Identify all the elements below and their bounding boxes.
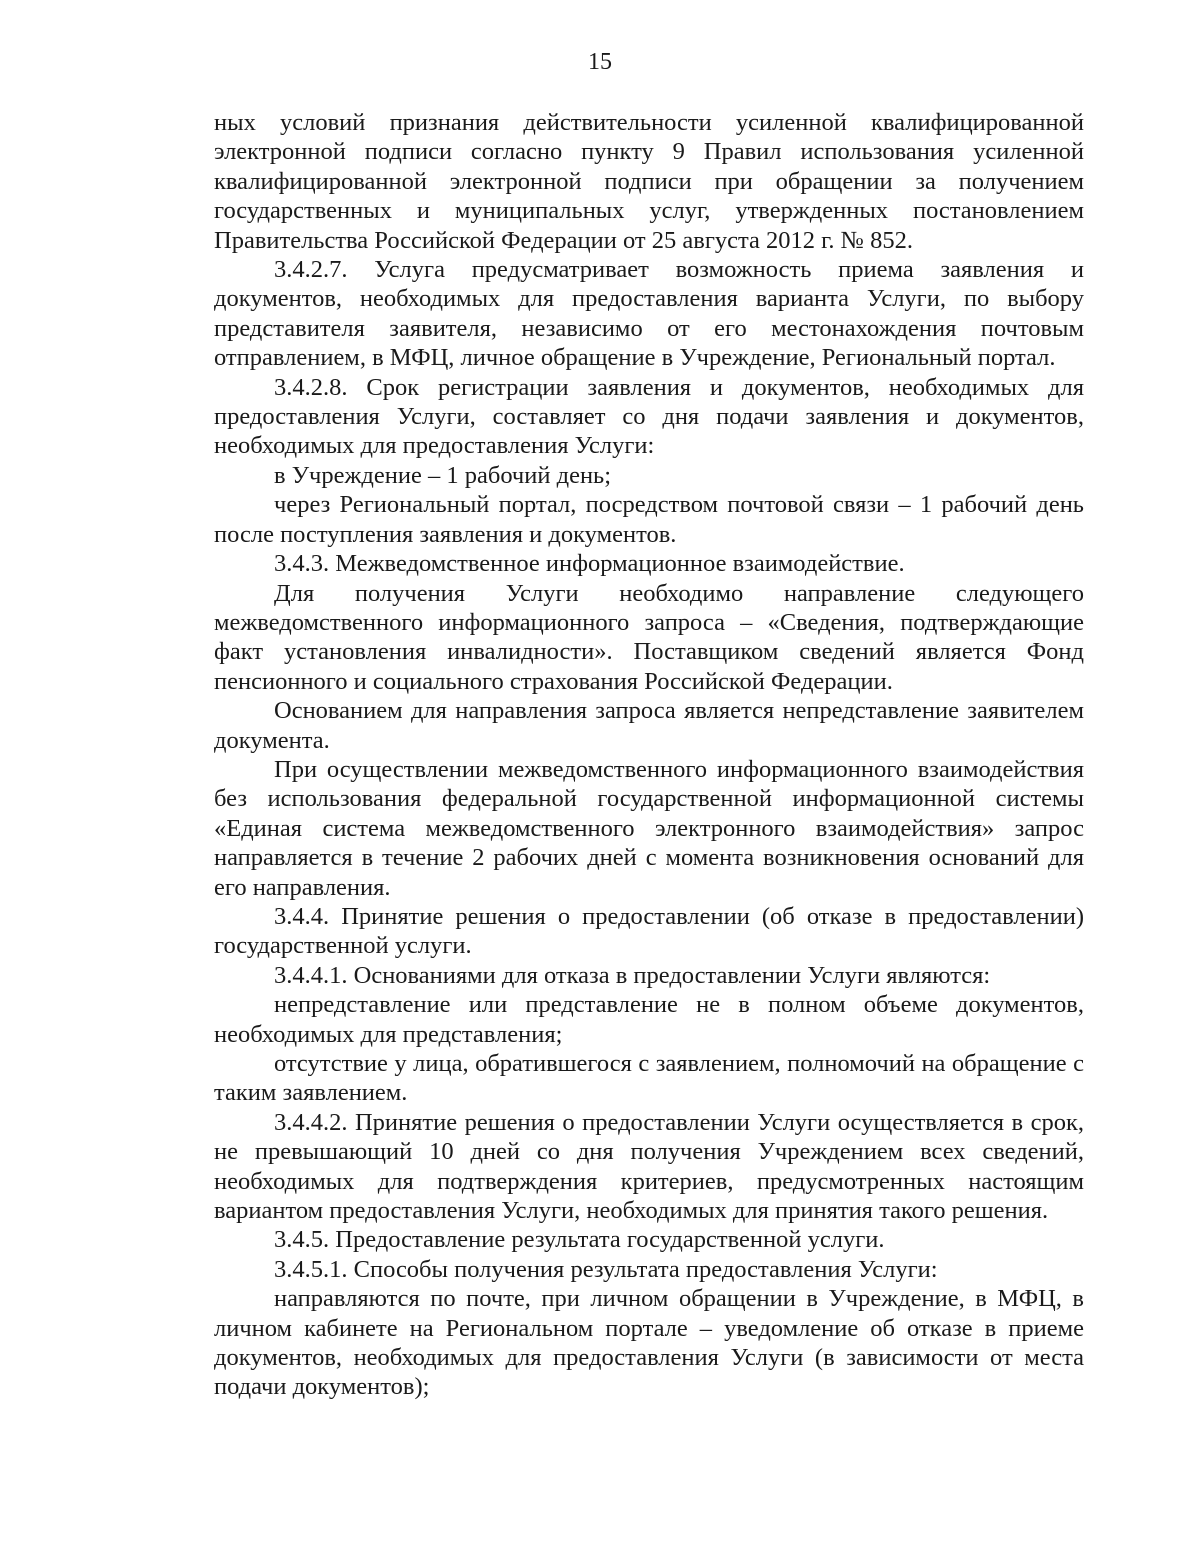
paragraph: 3.4.4.1. Основаниями для отказа в предоставлении Услуги являются: xyxy=(274,961,991,989)
paragraph: 3.4.5.1. Способы получения результата предоставления Услуги: xyxy=(274,1255,938,1283)
paragraph: 3.4.5. Предоставление результата государственной услуги. xyxy=(274,1226,885,1254)
paragraph: отсутствие у лица, обратившегося с заявлением, полномочий на обращение с таким заявлением. xyxy=(214,1050,1084,1107)
paragraph: в Учреждение – 1 рабочий день; xyxy=(274,461,612,489)
paragraph: через Региональный портал, посредством почтовой связи – 1 рабочий день после поступления заявления и документов. xyxy=(214,491,1084,548)
paragraph: ных условий признания действительности усиленной квалифицированной электронной подписи согласно пункту 9 Правил использования усиленной квалифицированной электронной подписи при обращении за получением государственных и муниципальных услуг, утвержденных постановлением Правительства Российской Федерации от 25 августа 2012 г. № 852. xyxy=(214,109,1084,254)
paragraph: направляются по почте, при личном обращении в Учреждение, в МФЦ, в личном кабинете на Региональном портале – уведомление об отказе в приеме документов, необходимых для предоставления Услуги (в зависимости от места подачи документов); xyxy=(214,1285,1084,1401)
paragraph: 3.4.3. Межведомственное информационное взаимодействие. xyxy=(274,550,905,578)
page-number: 15 xyxy=(588,49,612,75)
paragraph: Основанием для направления запроса является непредставление заявителем документа. xyxy=(214,697,1084,754)
paragraph: 3.4.4.2. Принятие решения о предоставлении Услуги осуществляется в срок, не превышающий 10 дней со дня получения Учреждением всех сведений, необходимых для подтверждения критериев, предусмотренных настоящим вариантом предоставления Услуги, необходимых для принятия такого решения. xyxy=(214,1108,1084,1225)
paragraph: непредставление или представление не в полном объеме документов, необходимых для представления; xyxy=(214,991,1084,1048)
document-body xyxy=(214,108,1084,1402)
paragraph: Для получения Услуги необходимо направление следующего межведомственного информационного запроса – «Сведения, подтверждающие факт установления инвалидности». Поставщиком сведений является Фонд пенсионного и социального страхования Российской Федерации. xyxy=(214,579,1084,695)
paragraph: 3.4.4. Принятие решения о предоставлении (об отказе в предоставлении) государственной услуги. xyxy=(214,902,1084,960)
paragraph: При осуществлении межведомственного информационного взаимодействия без использования федеральной государственной информационной системы «Единая система межведомственного электронного взаимодействия» запрос направляется в течение 2 рабочих дней с момента возникновения оснований для его направления. xyxy=(214,755,1084,901)
paragraph: 3.4.2.8. Срок регистрации заявления и документов, необходимых для предоставления Услуги, составляет со дня подачи заявления и документов, необходимых для предоставления Услуги: xyxy=(214,373,1084,460)
paragraph: 3.4.2.7. Услуга предусматривает возможность приема заявления и документов, необходимых для предоставления варианта Услуги, по выбору представителя заявителя, независимо от его местонахождения почтовым отправлением, в МФЦ, личное обращение в Учреждение, Региональный портал. xyxy=(214,256,1084,372)
